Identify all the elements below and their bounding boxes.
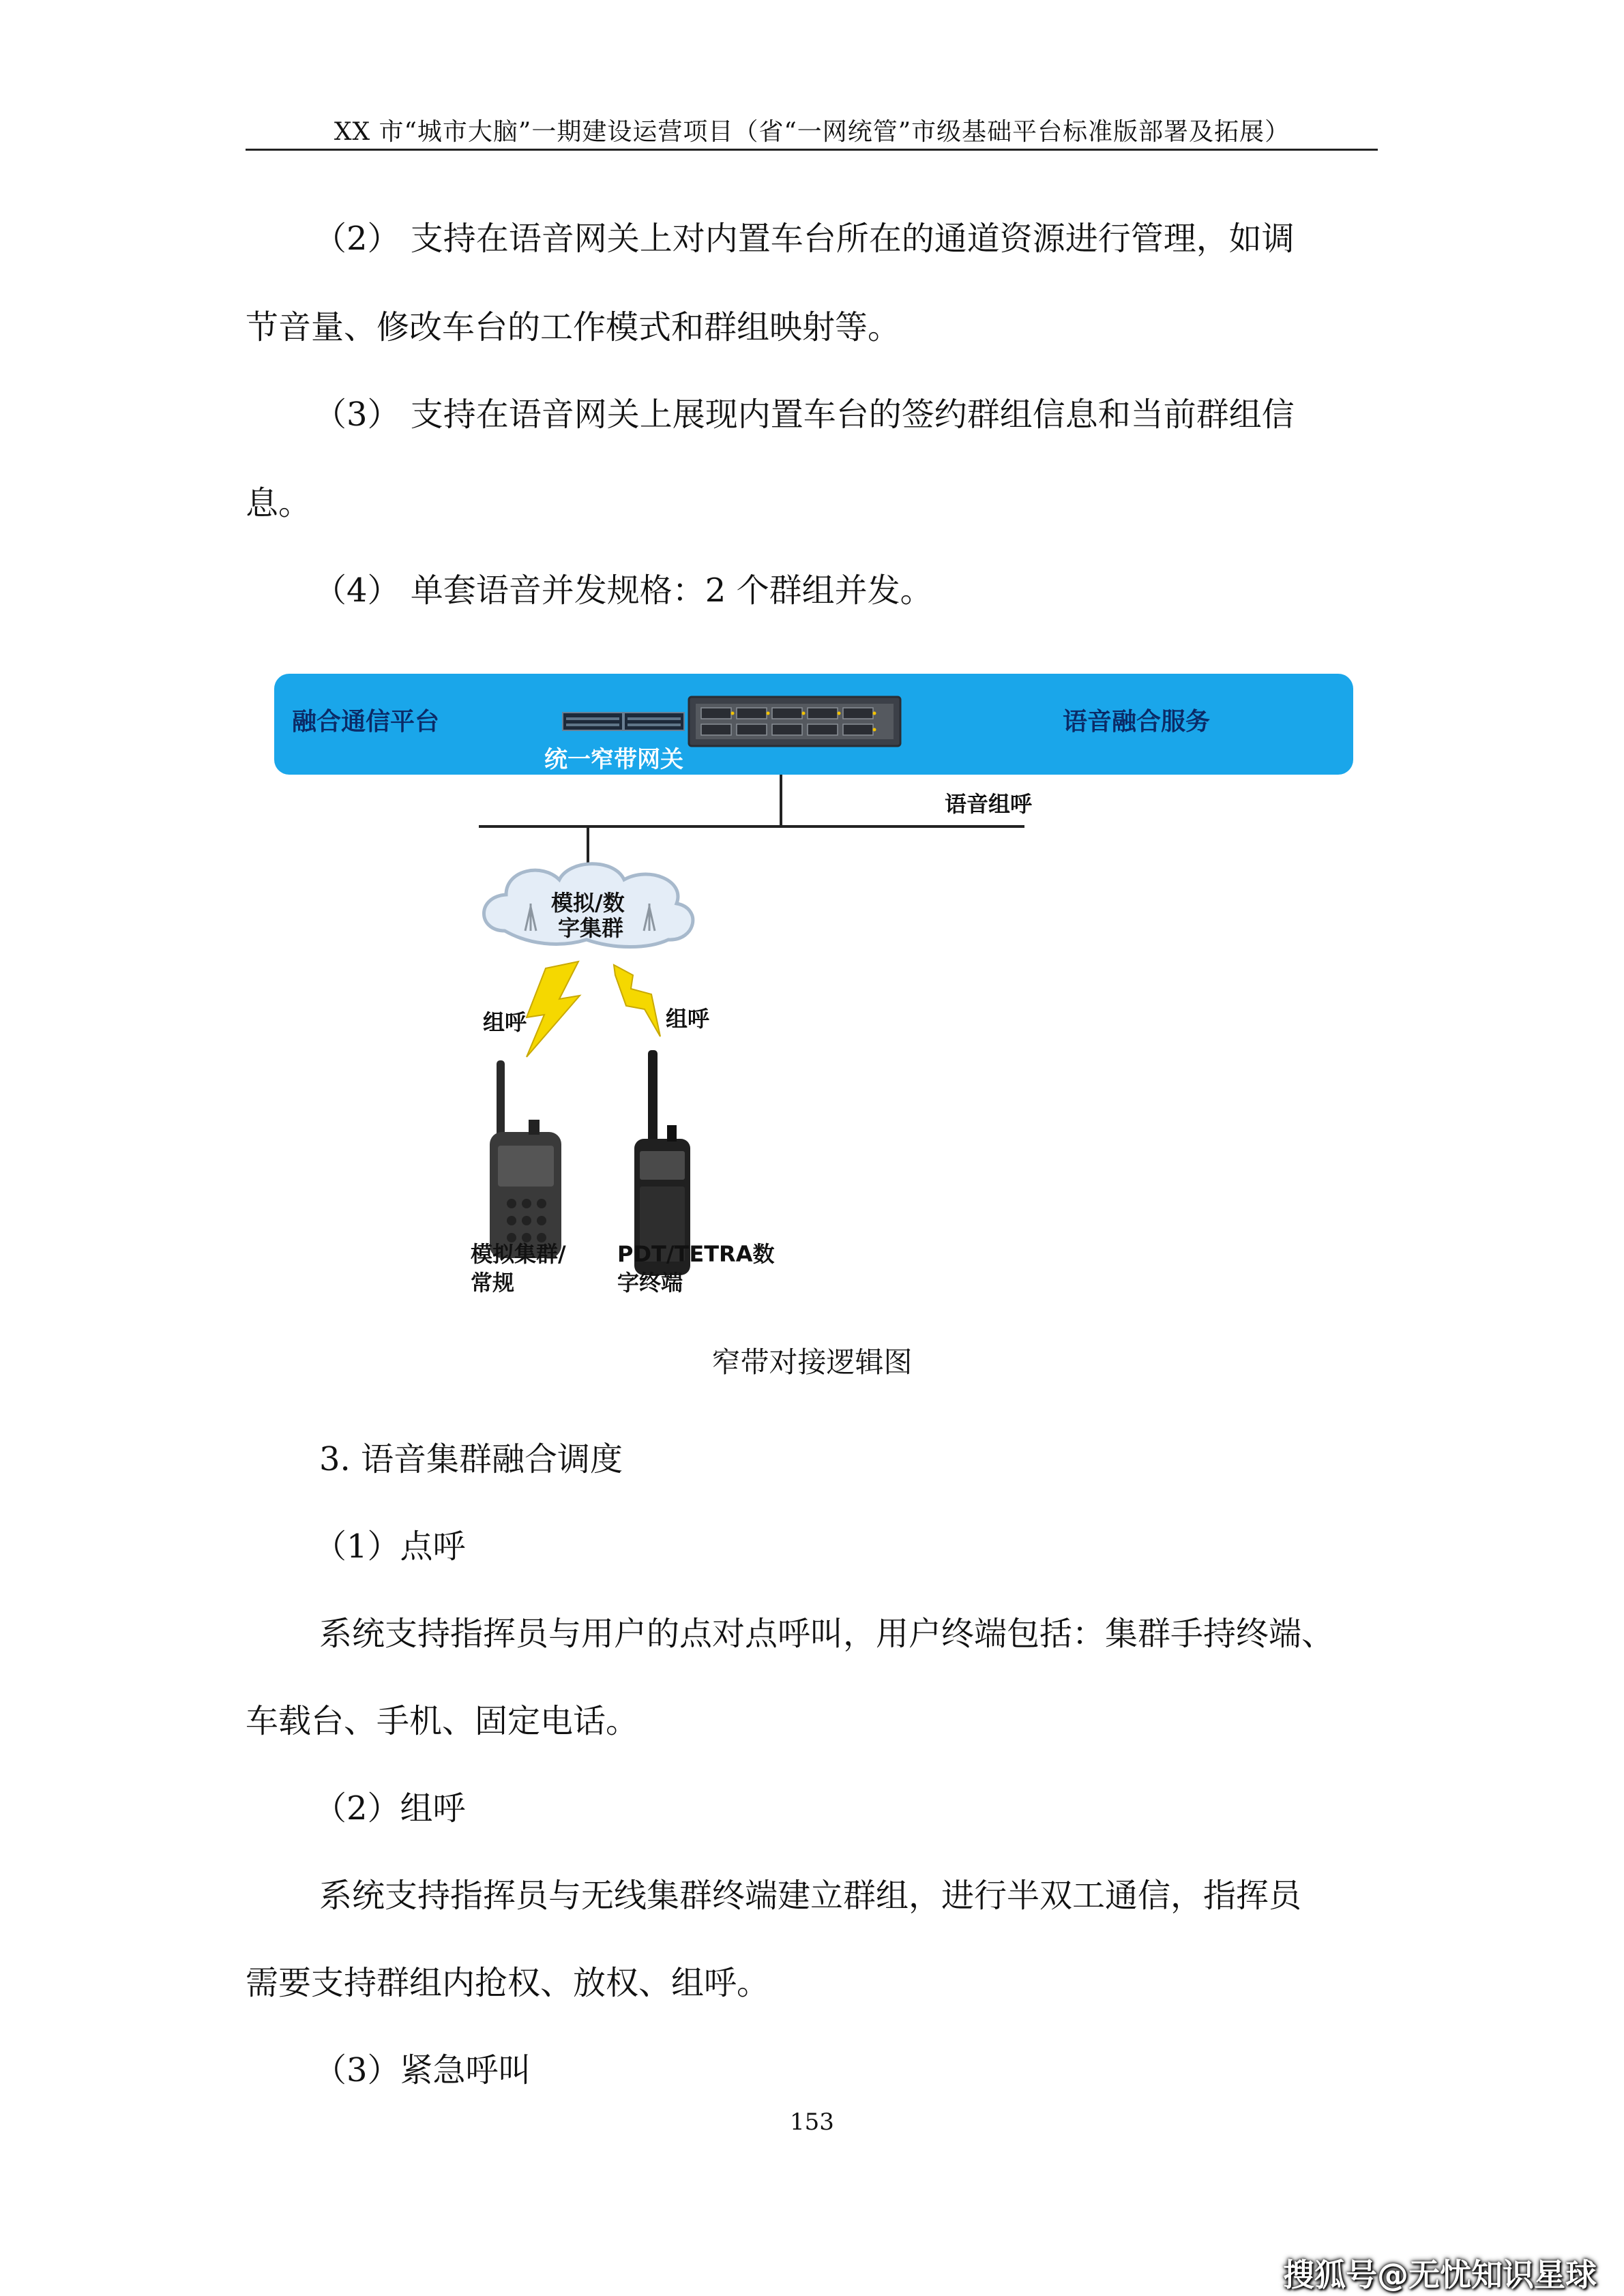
section-heading: 3. 语音集群融合调度 (319, 1440, 623, 1478)
paragraph-line: 车载台、手机、固定电话。 (246, 1702, 639, 1740)
subsection-title: （2）组呼 (314, 1789, 466, 1828)
server-icon (689, 697, 900, 746)
lightning-icon (614, 965, 660, 1037)
watermark: 搜狐号@无忧知识星球 (1283, 2256, 1597, 2293)
figure-caption: 窄带对接逻辑图 (711, 1345, 913, 1379)
paragraph-line: 系统支持指挥员与无线集群终端建立群组，进行半双工通信，指挥员 (319, 1877, 1302, 1915)
gateway-label: 统一窄带网关 (544, 746, 683, 773)
group-call-label: 组呼 (483, 1009, 527, 1035)
header-rule (246, 149, 1378, 151)
paragraph-line: 节音量、修改车台的工作模式和群组映射等。 (246, 308, 901, 346)
cloud-label: 字集群 (558, 915, 624, 941)
cloud-label: 模拟/数 (551, 890, 625, 916)
analog-terminal-label (471, 1240, 566, 1297)
digital-terminal-label (617, 1240, 774, 1297)
service-label: 语音融合服务 (1063, 708, 1211, 736)
paragraph-line: （3） 支持在语音网关上展现内置车台的签约群组信息和当前群组信 (314, 396, 1295, 434)
paragraph-line: 息。 (246, 484, 312, 522)
narrowband-diagram (259, 655, 1378, 1309)
digital-terminal-label-line1: PDT/TETRA数 (617, 1241, 775, 1267)
paragraph-line: （4） 单套语音并发规格：2 个群组并发。 (314, 571, 933, 610)
paragraph-line: （2） 支持在语音网关上对内置车台所在的通道资源进行管理，如调 (314, 220, 1295, 258)
digital-terminal-label-line2: 字终端 (617, 1270, 683, 1296)
analog-terminal-label-line2: 常规 (471, 1270, 515, 1296)
lightning-icon (527, 961, 580, 1057)
platform-label: 融合通信平台 (292, 708, 440, 736)
paragraph-line: 系统支持指挥员与用户的点对点呼叫，用户终端包括：集群手持终端、 (319, 1615, 1335, 1653)
header-title: XX 市“城市大脑”一期建设运营项目（省“一网统管”市级基础平台标准版部署及拓展） (334, 118, 1290, 146)
analog-terminal-label-line1: 模拟集群/ (471, 1241, 566, 1267)
page-number: 153 (790, 2108, 834, 2136)
paragraph-line: 需要支持群组内抢权、放权、组呼。 (246, 1964, 770, 2002)
group-call-label: 组呼 (666, 1006, 710, 1032)
subsection-title: （3）紧急呼叫 (314, 2051, 531, 2089)
gateway-device-icon (563, 713, 684, 730)
voice-group-call-label: 语音组呼 (945, 791, 1033, 817)
analog-radio-icon (490, 1060, 561, 1258)
subsection-title: （1）点呼 (314, 1527, 466, 1566)
